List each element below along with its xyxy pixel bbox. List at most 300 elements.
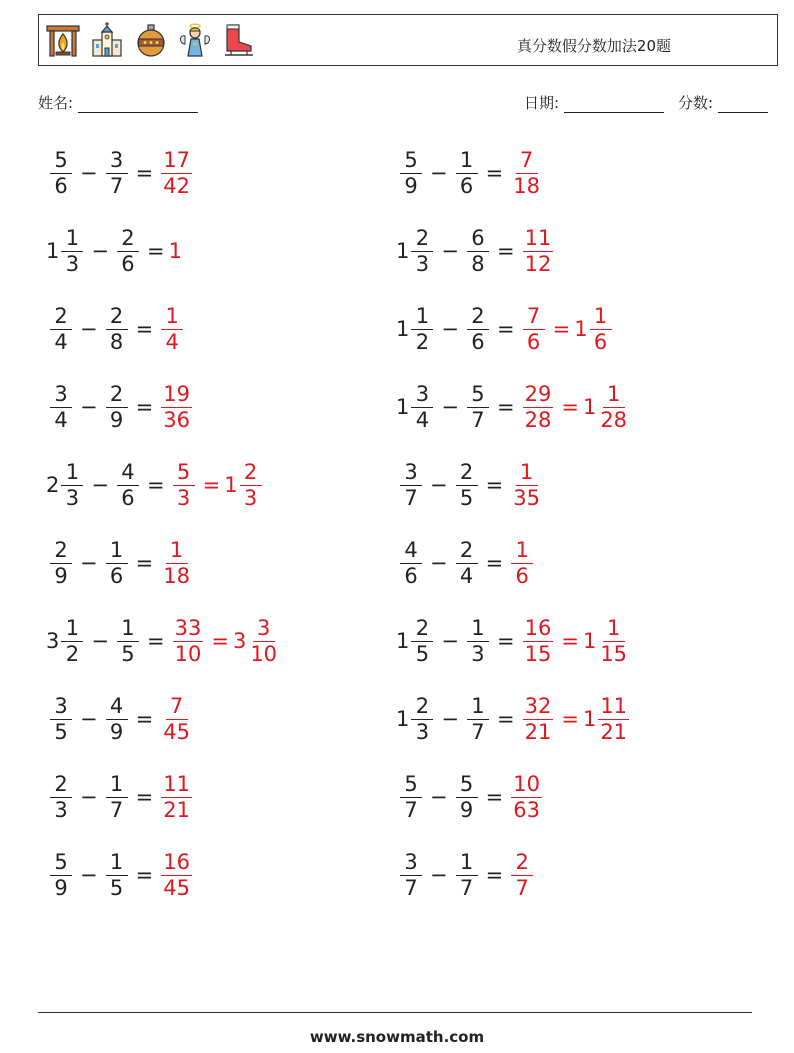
problem-item [46, 453, 266, 517]
problem-item [46, 375, 196, 439]
equals-sign: = [496, 317, 515, 341]
operand-a-numerator: 3 [50, 696, 72, 720]
operand-a-whole: 1 [396, 707, 410, 731]
answer-value [157, 771, 196, 822]
operand-a [396, 459, 426, 510]
minus-sign: − [80, 161, 98, 185]
answer [169, 459, 266, 510]
date-line [564, 98, 664, 113]
operand-a-fraction [400, 771, 422, 822]
answer-value-denominator: 7 [515, 875, 529, 900]
operand-b-numerator: 1 [106, 540, 128, 564]
operand-b [452, 459, 482, 510]
answer [507, 459, 546, 510]
name-label: 姓名: [38, 94, 74, 112]
answer-value-denominator: 21 [163, 797, 190, 822]
operand-a-whole: 1 [396, 239, 410, 263]
operand-b-numerator: 2 [117, 228, 139, 252]
operand-b-fraction [467, 381, 489, 432]
answer-value [519, 615, 558, 666]
ornament-icon [133, 22, 169, 58]
operand-b-denominator: 8 [471, 251, 485, 276]
operand-a-denominator: 4 [415, 407, 430, 432]
answer-value-numerator: 17 [163, 147, 190, 172]
operand-b [113, 459, 143, 510]
answer-equals-sign: = [561, 707, 579, 731]
equals-sign: = [135, 317, 154, 341]
minus-sign: − [430, 785, 448, 809]
answer-value-fraction [511, 459, 542, 510]
operand-a-denominator: 3 [65, 485, 80, 510]
answer-value [519, 303, 549, 354]
operand-a-fraction [50, 381, 72, 432]
operand-a-denominator: 2 [415, 329, 430, 354]
operand-b [102, 537, 132, 588]
operand-a-denominator: 2 [65, 641, 80, 666]
operand-b-denominator: 9 [459, 797, 474, 822]
equals-sign: = [485, 473, 504, 497]
answer-value-numerator: 33 [174, 615, 202, 640]
operand-a-denominator: 5 [54, 719, 68, 744]
problem-item [396, 375, 633, 439]
answer-value-denominator: 45 [163, 875, 190, 900]
operand-a [396, 303, 437, 354]
answer-mixed-fraction [590, 303, 612, 354]
answer [157, 147, 196, 198]
operand-a-fraction [61, 459, 83, 510]
answer-value-numerator: 7 [516, 150, 538, 174]
operand-a-numerator: 3 [411, 384, 433, 408]
operand-b-denominator: 6 [109, 563, 124, 588]
minus-sign: − [80, 395, 98, 419]
operand-a [46, 225, 87, 276]
answer-mixed-denominator: 3 [243, 485, 258, 510]
equals-sign: = [485, 161, 504, 185]
answer-value-numerator: 7 [523, 306, 545, 330]
operand-b-fraction [456, 147, 478, 198]
operand-a-numerator: 1 [61, 462, 83, 486]
operand-a-fraction [50, 693, 72, 744]
answer-mixed-whole: 1 [224, 473, 238, 497]
answer-value-denominator: 28 [524, 407, 552, 432]
operand-b-numerator: 5 [456, 774, 478, 798]
minus-sign: − [430, 473, 448, 497]
operand-a [396, 537, 426, 588]
operand-a-numerator: 2 [50, 774, 72, 798]
answer-value-denominator: 18 [513, 173, 540, 198]
operand-a-numerator: 2 [411, 696, 433, 720]
operand-b-numerator: 4 [106, 696, 128, 720]
minus-sign: − [91, 239, 109, 263]
operand-b-numerator: 2 [106, 384, 128, 408]
operand-b-fraction [106, 693, 128, 744]
answer-value-denominator: 15 [524, 641, 552, 666]
answer-value-fraction [161, 771, 192, 822]
operand-a-fraction [61, 225, 83, 276]
answer [519, 693, 633, 744]
answer-value-fraction [523, 615, 554, 666]
equals-sign: = [135, 785, 154, 809]
answer-value-numerator: 5 [173, 462, 195, 486]
name-line [78, 98, 198, 113]
operand-b [113, 615, 143, 666]
answer-equals-sign: = [552, 317, 571, 341]
operand-a-denominator: 3 [54, 797, 68, 822]
answer-mixed-whole: 1 [574, 317, 588, 341]
answer-mixed-fraction [240, 459, 262, 510]
operand-b [102, 381, 132, 432]
answer-value [169, 615, 208, 666]
equals-sign: = [135, 863, 154, 887]
answer [157, 381, 196, 432]
equals-sign: = [146, 239, 165, 263]
problem-item [396, 219, 557, 283]
answer-value-fraction [173, 615, 204, 666]
operand-b-fraction [106, 381, 128, 432]
operand-a-fraction [400, 459, 422, 510]
footer-divider [38, 1012, 752, 1013]
operand-b-fraction [456, 771, 478, 822]
angel-icon [177, 22, 213, 58]
equals-sign: = [496, 629, 515, 653]
operand-a [46, 381, 76, 432]
worksheet-title: 真分数假分数加法20题 [516, 37, 671, 55]
answer-value [169, 459, 199, 510]
operand-b-denominator: 7 [459, 875, 474, 900]
operand-b-denominator: 7 [471, 407, 485, 432]
problem-item [46, 141, 196, 205]
answer-value-fraction [161, 147, 192, 198]
operand-b-fraction [106, 771, 128, 822]
operand-a-denominator: 9 [404, 173, 418, 198]
answer-value-fraction [523, 303, 545, 354]
operand-b-denominator: 8 [109, 329, 124, 354]
answer-value [507, 147, 546, 198]
operand-b-denominator: 3 [471, 641, 485, 666]
answer-mixed [582, 381, 633, 432]
minus-sign: − [441, 707, 459, 731]
minus-sign: − [441, 239, 459, 263]
operand-a [46, 693, 76, 744]
answer-mixed-numerator: 3 [253, 618, 275, 642]
answer-mixed-numerator: 1 [590, 306, 612, 330]
operand-b-numerator: 2 [456, 540, 478, 564]
answer-value [157, 381, 196, 432]
operand-a-denominator: 3 [415, 251, 430, 276]
operand-b [452, 537, 482, 588]
operand-b [463, 693, 493, 744]
operand-b-denominator: 6 [121, 251, 135, 276]
operand-b-denominator: 6 [471, 329, 485, 354]
answer-value-numerator: 1 [161, 306, 183, 330]
answer-mixed-denominator: 21 [600, 719, 628, 744]
answer-value [157, 147, 196, 198]
minus-sign: − [91, 473, 109, 497]
answer-value-denominator: 3 [176, 485, 191, 510]
answer-value-fraction [511, 537, 533, 588]
operand-a-fraction [411, 381, 433, 432]
answer-mixed [574, 303, 615, 354]
answer-value [157, 537, 196, 588]
operand-a-numerator: 5 [400, 150, 422, 174]
operand-a [396, 615, 437, 666]
minus-sign: − [430, 161, 448, 185]
operand-a-numerator: 2 [50, 540, 72, 564]
operand-a-denominator: 5 [415, 641, 430, 666]
answer-value-whole: 1 [168, 239, 182, 263]
problem-item [46, 687, 196, 751]
answer-value-numerator: 1 [516, 462, 538, 486]
footer-url: www.snowmath.com [309, 1028, 485, 1046]
answer [507, 537, 537, 588]
answer [519, 615, 633, 666]
operand-a-numerator: 3 [400, 852, 422, 876]
operand-b [102, 849, 132, 900]
operand-b-numerator: 1 [106, 852, 128, 876]
operand-a-fraction [400, 147, 422, 198]
answer-value-denominator: 10 [174, 641, 202, 666]
score-label: 分数: [678, 94, 714, 112]
operand-b-fraction [106, 303, 128, 354]
answer-mixed-denominator: 10 [250, 641, 278, 666]
answer-value-denominator: 63 [513, 797, 540, 822]
operand-a-fraction [61, 615, 83, 666]
operand-a [46, 537, 76, 588]
operand-a [396, 147, 426, 198]
operand-a-fraction [411, 615, 433, 666]
answer-value-numerator: 1 [511, 540, 533, 564]
operand-a-whole: 1 [396, 395, 410, 419]
operand-a [46, 303, 76, 354]
answer-mixed-whole: 3 [232, 629, 247, 653]
answer-mixed [582, 693, 633, 744]
answer-value [507, 537, 537, 588]
operand-b-numerator: 1 [456, 852, 478, 876]
operand-a-whole: 1 [396, 317, 410, 341]
operand-b-numerator: 1 [106, 774, 128, 798]
operand-a-denominator: 4 [54, 329, 68, 354]
minus-sign: − [441, 629, 459, 653]
minus-sign: − [80, 551, 98, 575]
operand-b-numerator: 1 [456, 150, 478, 174]
answer-mixed [582, 615, 633, 666]
problem-item [46, 219, 180, 283]
operand-b-fraction [467, 225, 489, 276]
equals-sign: = [135, 551, 154, 575]
problem-item [396, 531, 537, 595]
answer-equals-sign: = [561, 395, 579, 419]
operand-a-denominator: 7 [404, 875, 418, 900]
operand-a [396, 225, 437, 276]
problem-item [396, 765, 546, 829]
operand-a-denominator: 9 [54, 563, 68, 588]
operand-b [463, 615, 493, 666]
date-field[interactable] [524, 92, 664, 113]
answer-value-numerator: 7 [166, 696, 188, 720]
answer-value-fraction [161, 849, 192, 900]
equals-sign: = [485, 785, 504, 809]
operand-a-whole: 2 [46, 473, 60, 497]
operand-a-fraction [50, 849, 72, 900]
answer-value-denominator: 35 [513, 485, 540, 510]
operand-b-numerator: 6 [467, 228, 489, 252]
operand-b-fraction [456, 537, 478, 588]
operand-a [46, 147, 76, 198]
answer-value [519, 381, 558, 432]
answer-value-denominator: 6 [526, 329, 541, 354]
operand-a-fraction [50, 147, 72, 198]
answer-value-numerator: 16 [524, 615, 552, 640]
operand-b-denominator: 5 [109, 875, 124, 900]
minus-sign: − [430, 863, 448, 887]
operand-a-denominator: 4 [54, 407, 68, 432]
operand-b-denominator: 9 [109, 407, 124, 432]
answer-mixed-denominator: 6 [593, 329, 608, 354]
answer-mixed-fraction [598, 693, 629, 744]
answer-value-numerator: 19 [163, 381, 190, 406]
operand-b-numerator: 1 [467, 618, 489, 642]
operand-a [46, 459, 87, 510]
operand-b-fraction [456, 459, 478, 510]
operand-b [452, 849, 482, 900]
answer-mixed-denominator: 28 [600, 407, 628, 432]
score-field[interactable] [678, 92, 768, 113]
operand-a-denominator: 3 [65, 251, 80, 276]
operand-a [396, 771, 426, 822]
operand-b-denominator: 9 [109, 719, 124, 744]
operand-a [46, 771, 76, 822]
answer-value [507, 849, 537, 900]
operand-a-denominator: 9 [54, 875, 68, 900]
operand-a-denominator: 7 [404, 485, 418, 510]
ice-skate-icon [221, 22, 257, 58]
operand-a-fraction [400, 537, 422, 588]
answer-equals-sign: = [211, 629, 229, 653]
operand-a-numerator: 2 [50, 306, 72, 330]
answer-mixed-numerator: 1 [603, 618, 625, 642]
equals-sign: = [485, 863, 504, 887]
operand-a [396, 693, 437, 744]
answer-value-denominator: 4 [165, 329, 179, 354]
operand-b-numerator: 2 [106, 306, 128, 330]
operand-a-numerator: 2 [411, 228, 433, 252]
answer [519, 381, 633, 432]
answer-value-fraction [523, 225, 554, 276]
operand-a-numerator: 1 [61, 618, 83, 642]
operand-b [102, 147, 132, 198]
operand-a-whole: 1 [46, 239, 60, 263]
equals-sign: = [496, 395, 515, 419]
operand-b-fraction [467, 303, 489, 354]
operand-b-numerator: 2 [456, 462, 478, 486]
answer-value-fraction [161, 693, 192, 744]
answer-value-numerator: 11 [163, 771, 190, 796]
operand-a-numerator: 3 [50, 384, 72, 408]
operand-a-whole: 1 [396, 629, 410, 653]
minus-sign: − [430, 551, 448, 575]
answer-value [157, 849, 196, 900]
answer [169, 239, 180, 263]
answer-value-denominator: 42 [163, 173, 190, 198]
equals-sign: = [485, 551, 504, 575]
operand-b-numerator: 2 [467, 306, 489, 330]
church-icon [89, 22, 125, 58]
answer [157, 537, 196, 588]
operand-a [46, 615, 87, 666]
answer-value-denominator: 6 [515, 563, 529, 588]
answer-mixed-whole: 1 [582, 707, 597, 731]
operand-b [102, 303, 132, 354]
answer-mixed-fraction [598, 381, 629, 432]
operand-a-denominator: 6 [404, 563, 418, 588]
answer-value-denominator: 45 [163, 719, 190, 744]
operand-a-denominator: 7 [404, 797, 418, 822]
operand-b-denominator: 5 [459, 485, 474, 510]
operand-a [396, 849, 426, 900]
minus-sign: − [80, 863, 98, 887]
operand-a-numerator: 5 [50, 150, 72, 174]
minus-sign: − [80, 317, 98, 341]
operand-a-fraction [50, 303, 72, 354]
header-icons [45, 22, 257, 58]
answer-value [519, 693, 558, 744]
header-box [38, 14, 778, 66]
name-field[interactable] [38, 92, 198, 113]
operand-a-denominator: 6 [54, 173, 68, 198]
problem-item [396, 141, 546, 205]
operand-a-fraction [50, 771, 72, 822]
operand-b-fraction [456, 849, 478, 900]
equals-sign: = [135, 161, 154, 185]
answer [507, 849, 537, 900]
answer [157, 303, 187, 354]
operand-b [102, 771, 132, 822]
operand-a-numerator: 5 [400, 774, 422, 798]
operand-a [396, 381, 437, 432]
answer-value-fraction [161, 381, 192, 432]
operand-a-numerator: 5 [50, 852, 72, 876]
operand-b-denominator: 6 [459, 173, 474, 198]
equals-sign: = [135, 395, 154, 419]
answer [507, 147, 546, 198]
operand-b-numerator: 1 [467, 696, 489, 720]
minus-sign: − [441, 317, 459, 341]
minus-sign: − [91, 629, 109, 653]
operand-b-numerator: 5 [467, 384, 489, 408]
operand-b-fraction [117, 615, 139, 666]
answer-mixed-numerator: 2 [240, 462, 262, 486]
answer-value [507, 459, 546, 510]
answer-mixed [224, 459, 265, 510]
answer-value-fraction [523, 381, 554, 432]
operand-b [113, 225, 143, 276]
operand-b-fraction [467, 693, 489, 744]
date-label: 日期: [524, 94, 560, 112]
operand-b-fraction [106, 147, 128, 198]
problem-item [46, 297, 187, 361]
answer-mixed-denominator: 15 [600, 641, 628, 666]
operand-a-fraction [411, 693, 433, 744]
answer-mixed-whole: 1 [582, 395, 597, 419]
answer-value [507, 771, 546, 822]
operand-b-denominator: 7 [109, 173, 124, 198]
problem-item [46, 765, 196, 829]
answer [157, 693, 196, 744]
answer-value [169, 239, 180, 263]
operand-b-fraction [106, 849, 128, 900]
answer-mixed-fraction [598, 615, 629, 666]
answer-mixed-whole: 1 [582, 629, 597, 653]
